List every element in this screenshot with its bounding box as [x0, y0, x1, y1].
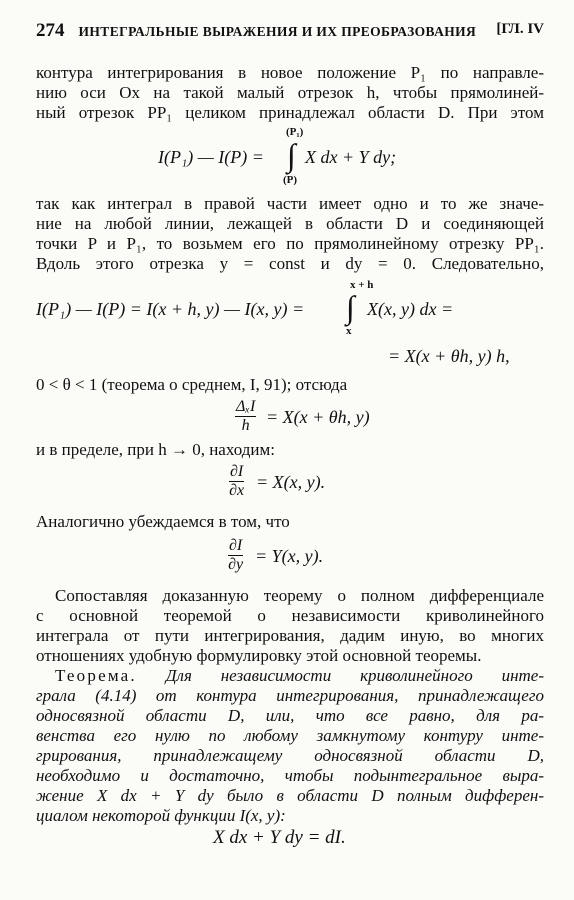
text-line: отношениях удобную формулировку этой основной теоремы. — [36, 646, 482, 665]
integral-upper-limit: x + h — [350, 279, 374, 291]
fraction-numerator: ΔₓI — [236, 398, 256, 415]
equation-continuation: = X(x + θh, y) h, — [388, 346, 510, 366]
equation-rhs: X(x, y) dx = — [367, 299, 454, 319]
running-header — [36, 20, 544, 42]
theorem-line: грирования, принадлежащему односвязной области D, — [36, 746, 544, 765]
text-line: 0 < θ < 1 (теорема о среднем, I, 91); отсюда — [36, 375, 348, 394]
equation-rhs: = X(x + θh, y) — [266, 407, 370, 427]
theorem-line: односвязной области D, или, что все равно, для ра- — [36, 706, 544, 725]
chapter-title: ИНТЕГРАЛЬНЫЕ ВЫРАЖЕНИЯ И ИХ ПРЕОБРАЗОВАНИЯ — [78, 24, 477, 39]
text-line: контура интегрирования в новое положение P₁ по направле- — [36, 63, 544, 82]
integral-sign: ∫ — [287, 137, 296, 173]
theorem-line: жение X dx + Y dy было в области D полным дифферен- — [36, 786, 544, 805]
integral-lower-limit: x — [346, 325, 352, 337]
page-number: 274 — [36, 20, 65, 41]
text-line: с основной теоремой о независимости криволинейного — [36, 606, 544, 625]
text-line: ние на любой линии, лежащей в области D и соединяющей — [36, 214, 544, 233]
fraction — [235, 398, 256, 435]
equation-rhs: X dx + Y dy; — [305, 147, 397, 167]
fraction-numerator: ∂I — [229, 537, 243, 554]
integral-sign: ∫ — [346, 289, 355, 325]
integral-lower-limit: (P) — [283, 174, 298, 186]
fraction-denominator: h — [241, 417, 250, 434]
text-line: ный отрезок PP₁ целиком принадлежал области D. При этом — [36, 103, 544, 122]
fraction-denominator: ∂y — [228, 556, 244, 573]
theorem-label: Теорема. — [55, 666, 137, 685]
text-line: Вдоль этого отрезка y = const и dy = 0. Следовательно, — [36, 254, 544, 273]
text-line: Сопоставляя доказанную теорему о полном дифференциале — [55, 586, 544, 605]
theorem-line: венства его нулю по любому замкнутому контуру инте- — [36, 726, 544, 745]
equation-6: X dx + Y dy = dI. — [213, 827, 346, 848]
fraction — [228, 537, 243, 574]
integral-upper-limit: (P₁) — [286, 126, 304, 138]
fraction-denominator: ∂x — [229, 482, 245, 499]
fraction — [229, 463, 244, 500]
text-line: так как интеграл в правой части имеет одно и то же значе- — [36, 194, 544, 213]
theorem-text: Для независимости криволинейного инте- — [165, 666, 544, 685]
theorem-line: циалом некоторой функции I(x, y): — [36, 806, 286, 825]
theorem-line: необходимо и достаточно, чтобы подынтегральное выра- — [36, 766, 544, 785]
section-reference: [ГЛ. IV — [496, 21, 544, 37]
text-line: Аналогично убеждаемся в том, что — [36, 512, 290, 531]
equation-rhs: = X(x, y). — [256, 472, 326, 492]
text-line: нию оси Ox на такой малый отрезок h, чтобы прямолиней- — [36, 83, 544, 102]
text-line: точки P и P₁, то возьмем его по прямолинейному отрезку PP₁. — [36, 234, 544, 253]
theorem-line — [55, 666, 544, 686]
text-line: и в пределе, при h → 0, находим: — [36, 440, 275, 459]
theorem-line: грала (4.14) от контура интегрирования, принадлежащего — [36, 686, 544, 705]
equation-lhs: I(P₁) — I(P) = I(x + h, y) — I(x, y) = — [36, 299, 305, 319]
equation-lhs: I(P₁) — I(P) = — [158, 147, 264, 167]
text-line: интеграла от пути интегрирования, дадим иную, во многих — [36, 626, 544, 645]
equation-rhs: = Y(x, y). — [255, 546, 324, 566]
fraction-numerator: ∂I — [230, 463, 244, 480]
